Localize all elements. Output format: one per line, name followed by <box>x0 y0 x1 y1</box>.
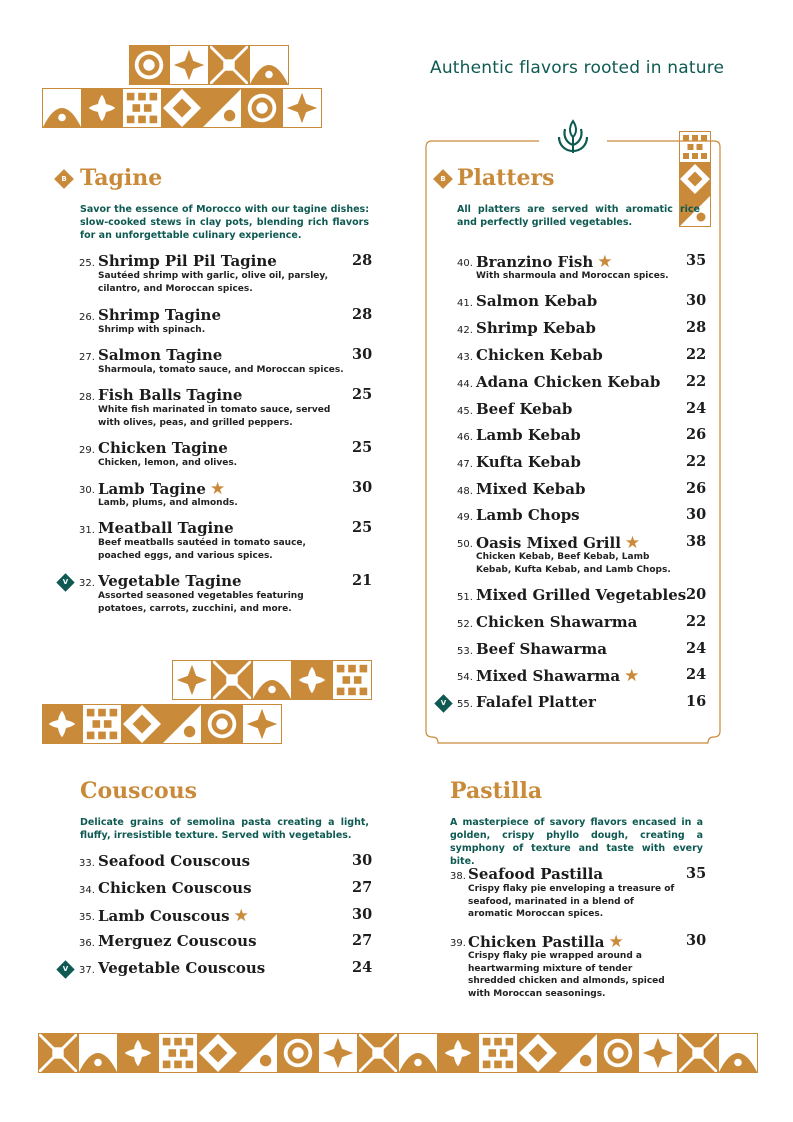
decorative-tile-icon <box>242 88 282 128</box>
menu-item-name-text: Fish Balls Tagine <box>98 386 243 404</box>
menu-item-price: 22 <box>686 346 707 363</box>
menu-item-name <box>98 852 250 870</box>
menu-item-name-text: Seafood Pastilla <box>468 865 604 883</box>
menu-item-name-text: Seafood Couscous <box>98 852 251 870</box>
menu-item-description: Chicken, lemon, and olives. <box>98 458 238 468</box>
menu-item-description: Chicken Kebab, Beef Kebab, Lamb Kebab, Kufta Kebab, and Lamb Chops. <box>476 552 671 575</box>
menu-item-price: 30 <box>686 292 707 309</box>
menu-item-price: 21 <box>352 572 373 589</box>
decorative-tile-icon <box>558 1033 598 1073</box>
decorative-tile-icon <box>478 1033 518 1073</box>
section-title-platters: Platters <box>457 165 555 191</box>
decorative-tile-icon <box>129 45 169 85</box>
menu-item-number: 27. <box>79 352 95 363</box>
menu-item-number: 37. <box>79 965 95 976</box>
menu-item-number: 49. <box>457 512 473 523</box>
menu-item-price: 35 <box>686 252 707 269</box>
menu-item-price: 22 <box>686 373 707 390</box>
vegetarian-badge-icon: V <box>56 573 74 591</box>
menu-item-number: 29. <box>79 445 95 456</box>
menu-item-name <box>476 252 613 272</box>
menu-item-number: 52. <box>457 619 473 630</box>
decorative-tile-icon <box>438 1033 478 1073</box>
menu-item-number: 28. <box>79 392 95 403</box>
star-icon: ★ <box>597 252 613 272</box>
decorative-tile-icon <box>638 1033 678 1073</box>
menu-item-name <box>476 586 686 604</box>
menu-item-number: 45. <box>457 406 473 417</box>
decorative-tile-icon <box>82 704 122 744</box>
menu-item-number: 33. <box>79 858 95 869</box>
decorative-tile-icon <box>678 1033 718 1073</box>
menu-item-name-text: Chicken Shawarma <box>476 613 638 631</box>
menu-item-name <box>468 932 624 952</box>
menu-item-name-text: Lamb Chops <box>476 506 580 524</box>
menu-item-name-text: Kufta Kebab <box>476 453 581 471</box>
menu-item-number: 40. <box>457 258 473 269</box>
menu-item-description: Assorted seasoned vegetables featuring potatoes, carrots, zucchini, and more. <box>98 591 304 614</box>
menu-item-price: 26 <box>686 426 707 443</box>
menu-item-description: Crispy flaky pie wrapped around a heartwarming mixture of tender shredded chicken and almonds, spiced with Moroccan seasonings. <box>468 951 665 999</box>
menu-item-description: Shrimp with spinach. <box>98 325 206 335</box>
menu-item-name-text: Merguez Couscous <box>98 932 257 950</box>
menu-item-description: With sharmoula and Moroccan spices. <box>476 271 669 281</box>
decorative-tile-band-bottom <box>38 1033 758 1073</box>
menu-item-name <box>476 292 597 310</box>
menu-item-price: 24 <box>686 640 707 657</box>
section-description-pastilla: A masterpiece of savory flavors encased in a golden, crispy phyllo dough, creating a symphony of texture and taste with every bite. <box>450 817 703 867</box>
menu-item-name <box>476 480 585 498</box>
menu-item-name-text: Beef Kebab <box>476 400 573 418</box>
decorative-tile-icon <box>282 88 322 128</box>
decorative-tile-icon <box>718 1033 758 1073</box>
section-description-couscous: Delicate grains of semolina pasta creating a light, fluffy, irresistible texture. Served with vegetables. <box>80 817 369 841</box>
section-badge-icon: B <box>54 169 74 189</box>
decorative-tile-icon <box>518 1033 558 1073</box>
menu-item-price: 22 <box>686 453 707 470</box>
star-icon: ★ <box>624 666 640 686</box>
menu-item-name <box>98 439 228 457</box>
menu-item-number: 47. <box>457 459 473 470</box>
menu-item-number: 51. <box>457 592 473 603</box>
section-badge-icon: B <box>433 169 453 189</box>
menu-item-price: 28 <box>686 319 707 336</box>
decorative-tile-icon <box>278 1033 318 1073</box>
decorative-tile-band-top-lower <box>42 88 322 128</box>
menu-item-description: White fish marinated in tomato sauce, served with olives, peas, and grilled peppers. <box>98 405 331 428</box>
menu-item-number: 25. <box>79 258 95 269</box>
menu-item-name-text: Lamb Tagine <box>98 480 206 498</box>
decorative-tile-icon <box>122 704 162 744</box>
menu-item-name <box>476 400 572 418</box>
star-icon: ★ <box>624 533 641 553</box>
menu-item-price: 28 <box>352 252 373 269</box>
menu-item-name-text: Lamb Kebab <box>476 426 581 444</box>
menu-item-name <box>98 306 221 324</box>
menu-item-number: 35. <box>79 912 95 923</box>
menu-item-name <box>476 506 580 524</box>
menu-item-name-text: Shrimp Pil Pil Tagine <box>98 252 277 270</box>
menu-item-name <box>98 519 234 537</box>
menu-item-name-text: Shrimp Kebab <box>476 319 596 337</box>
menu-item-name-text: Meatball Tagine <box>98 519 234 537</box>
menu-item-price: 16 <box>686 693 707 710</box>
menu-item-name <box>476 426 581 444</box>
decorative-tile-icon <box>162 704 202 744</box>
menu-item-number: 30. <box>79 485 95 496</box>
menu-item-number: 32. <box>79 578 95 589</box>
menu-item-number: 46. <box>457 432 473 443</box>
star-icon: ★ <box>233 906 249 926</box>
menu-item-price: 30 <box>352 346 373 363</box>
menu-item-name-text: Beef Shawarma <box>476 640 608 658</box>
menu-item-description: Sautéed shrimp with garlic, olive oil, parsley, cilantro, and Moroccan spices. <box>98 271 328 294</box>
decorative-tile-icon <box>172 660 212 700</box>
decorative-tile-icon <box>118 1033 158 1073</box>
menu-item-name <box>98 346 222 364</box>
menu-item-number: 44. <box>457 379 473 390</box>
menu-item-name-text: Falafel Platter <box>476 693 596 711</box>
menu-item-description: Lamb, plums, and almonds. <box>98 498 238 508</box>
decorative-tile-icon <box>42 88 82 128</box>
decorative-tile-band-top <box>129 45 289 85</box>
menu-item-price: 30 <box>352 906 373 923</box>
decorative-tile-icon <box>122 88 162 128</box>
menu-item-price: 30 <box>686 506 707 523</box>
section-title-tagine: Tagine <box>80 165 163 191</box>
menu-item-name-text: Lamb Couscous <box>98 907 230 925</box>
menu-item-name <box>476 693 596 711</box>
decorative-tile-icon <box>398 1033 438 1073</box>
menu-item-name-text: Mixed Kebab <box>476 480 586 498</box>
menu-item-number: 55. <box>457 699 473 710</box>
menu-item-name <box>476 533 640 553</box>
menu-item-price: 26 <box>686 480 707 497</box>
menu-item-price: 22 <box>686 613 707 630</box>
menu-item-price: 25 <box>352 386 373 403</box>
menu-item-name-text: Mixed Shawarma <box>476 667 621 685</box>
menu-item-name <box>98 932 257 950</box>
menu-item-name <box>476 346 603 364</box>
menu-item-number: 50. <box>457 539 473 550</box>
vegetarian-badge-icon: V <box>434 694 452 712</box>
menu-item-number: 31. <box>79 525 95 536</box>
star-icon: ★ <box>209 479 226 499</box>
decorative-tile-icon <box>158 1033 198 1073</box>
vegetarian-badge-icon: V <box>56 960 74 978</box>
decorative-tile-icon <box>358 1033 398 1073</box>
section-title-pastilla: Pastilla <box>450 778 543 804</box>
decorative-tile-icon <box>332 660 372 700</box>
menu-item-name <box>98 479 225 499</box>
menu-item-price: 35 <box>686 865 707 882</box>
menu-item-number: 34. <box>79 885 95 896</box>
menu-item-price: 30 <box>686 932 707 949</box>
menu-item-price: 24 <box>686 666 707 683</box>
menu-item-name <box>476 373 660 391</box>
menu-item-price: 25 <box>352 519 373 536</box>
decorative-tile-icon <box>42 704 82 744</box>
decorative-tile-icon <box>209 45 249 85</box>
menu-item-name-text: Mixed Grilled Vegetables <box>476 586 687 604</box>
section-description-tagine: Savor the essence of Morocco with our tagine dishes: slow-cooked stews in clay pots, blending rich flavors for an unforgettable culinary experience. <box>80 204 369 241</box>
decorative-tile-icon <box>212 660 252 700</box>
menu-item-number: 38. <box>450 871 466 882</box>
menu-item-name <box>98 386 242 404</box>
menu-item-description: Sharmoula, tomato sauce, and Moroccan spices. <box>98 365 344 375</box>
decorative-tile-icon <box>238 1033 278 1073</box>
menu-item-name-text: Chicken Kebab <box>476 346 603 364</box>
decorative-tile-icon <box>249 45 289 85</box>
menu-item-name <box>98 959 265 977</box>
menu-item-name <box>98 906 249 926</box>
menu-item-number: 42. <box>457 325 473 336</box>
menu-item-price: 28 <box>352 306 373 323</box>
decorative-tile-icon <box>78 1033 118 1073</box>
decorative-tile-band-mid-lower <box>42 704 282 744</box>
menu-item-price: 27 <box>352 879 373 896</box>
menu-item-price: 30 <box>352 479 373 496</box>
menu-item-name-text: Branzino Fish <box>476 253 594 271</box>
menu-item-name-text: Vegetable Couscous <box>98 959 266 977</box>
menu-item-price: 20 <box>686 586 707 603</box>
menu-item-name-text: Salmon Tagine <box>98 346 223 364</box>
decorative-tile-icon <box>82 88 122 128</box>
menu-item-description: Beef meatballs sautéed in tomato sauce, poached eggs, and various spices. <box>98 538 306 561</box>
decorative-tile-icon <box>598 1033 638 1073</box>
menu-item-number: 48. <box>457 486 473 497</box>
decorative-tile-band-mid <box>172 660 372 700</box>
section-title-couscous: Couscous <box>80 778 198 804</box>
menu-item-name-text: Chicken Pastilla <box>468 933 605 951</box>
decorative-tile-icon <box>162 88 202 128</box>
menu-item-name <box>98 879 252 897</box>
menu-item-name-text: Oasis Mixed Grill <box>476 534 621 552</box>
decorative-tile-icon <box>252 660 292 700</box>
menu-item-name <box>476 453 581 471</box>
decorative-tile-icon <box>318 1033 358 1073</box>
star-icon: ★ <box>608 932 624 952</box>
section-description-platters: All platters are served with aromatic rice and perfectly grilled vegetables. <box>457 204 700 228</box>
menu-item-name <box>98 572 242 590</box>
menu-item-price: 25 <box>352 439 373 456</box>
decorative-tile-icon <box>242 704 282 744</box>
menu-item-price: 27 <box>352 932 373 949</box>
decorative-tile-icon <box>38 1033 78 1073</box>
menu-item-name-text: Shrimp Tagine <box>98 306 222 324</box>
menu-item-name <box>476 666 639 686</box>
menu-item-number: 41. <box>457 298 473 309</box>
menu-item-name <box>98 252 277 270</box>
decorative-tile-icon <box>198 1033 238 1073</box>
menu-item-name <box>476 319 596 337</box>
menu-item-number: 26. <box>79 312 95 323</box>
menu-item-number: 54. <box>457 672 473 683</box>
decorative-tile-icon <box>169 45 209 85</box>
menu-item-price: 24 <box>686 400 707 417</box>
menu-item-name-text: Chicken Tagine <box>98 439 228 457</box>
decorative-tile-icon <box>292 660 332 700</box>
menu-item-name <box>476 613 637 631</box>
menu-item-name-text: Chicken Couscous <box>98 879 252 897</box>
menu-item-number: 36. <box>79 938 95 949</box>
menu-item-name <box>468 865 603 883</box>
menu-item-price: 24 <box>352 959 373 976</box>
menu-item-description: Crispy flaky pie enveloping a treasure of seafood, marinated in a blend of aromatic Moroccan spices. <box>468 884 675 919</box>
menu-item-name-text: Adana Chicken Kebab <box>476 373 661 391</box>
menu-item-name-text: Vegetable Tagine <box>98 572 242 590</box>
menu-item-price: 38 <box>686 533 707 550</box>
menu-item-name <box>476 640 607 658</box>
menu-item-number: 53. <box>457 646 473 657</box>
decorative-tile-icon <box>202 88 242 128</box>
menu-item-number: 43. <box>457 352 473 363</box>
menu-item-number: 39. <box>450 938 466 949</box>
tagline: Authentic flavors rooted in nature <box>430 58 725 78</box>
menu-item-name-text: Salmon Kebab <box>476 292 598 310</box>
menu-item-price: 30 <box>352 852 373 869</box>
decorative-tile-icon <box>202 704 242 744</box>
lotus-hand-icon <box>553 117 593 157</box>
